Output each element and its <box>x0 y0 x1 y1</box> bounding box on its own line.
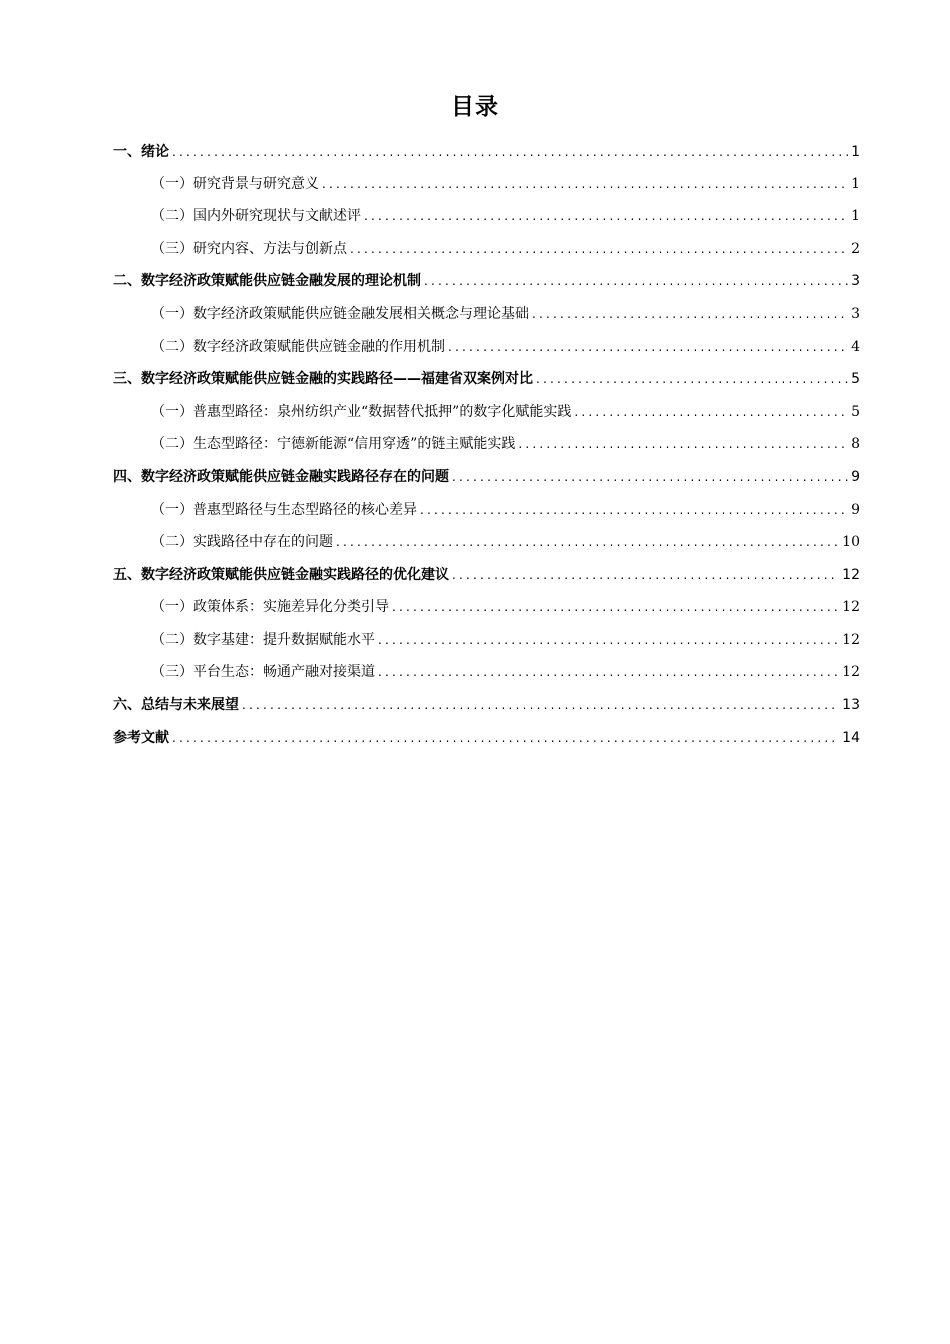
toc-entry-chapter-6[interactable] <box>113 692 860 718</box>
toc-entry-references[interactable] <box>113 725 860 751</box>
toc-entry-section-4-1[interactable] <box>151 497 860 523</box>
toc-entry-chapter-1[interactable] <box>113 139 860 165</box>
toc-entry-label: 五、数字经济政策赋能供应链金融实践路径的优化建议 <box>113 567 449 583</box>
toc-title: 目录 <box>451 94 499 120</box>
toc-entry-label: （三）平台生态：畅通产融对接渠道 <box>151 664 375 680</box>
toc-entry-label: 六、总结与未来展望 <box>113 697 239 713</box>
toc-entry-label: 二、数字经济政策赋能供应链金融发展的理论机制 <box>113 273 421 289</box>
dot-leader <box>518 431 848 457</box>
toc-entry-label: （一）政策体系：实施差异化分类引导 <box>151 599 389 615</box>
toc-page-number: 8 <box>851 436 860 452</box>
toc-entry-label: （二）国内外研究现状与文献述评 <box>151 208 361 224</box>
toc-entry-section-2-2[interactable] <box>151 334 860 360</box>
toc-page-number: 12 <box>842 664 860 680</box>
toc-entry-label: （一）研究背景与研究意义 <box>151 176 319 192</box>
toc-page-number: 5 <box>851 371 860 387</box>
toc-entry-section-1-1[interactable] <box>151 171 860 197</box>
toc-page-number: 3 <box>851 273 860 289</box>
toc-entry-chapter-4[interactable] <box>113 464 860 490</box>
toc-page-number: 4 <box>851 339 860 355</box>
toc-entry-label: 四、数字经济政策赋能供应链金融实践路径存在的问题 <box>113 469 449 485</box>
toc-page-number: 12 <box>842 632 860 648</box>
dot-leader <box>424 268 848 294</box>
dot-leader <box>448 334 848 360</box>
toc-page-number: 2 <box>851 241 860 257</box>
toc-entry-chapter-3[interactable] <box>113 366 860 392</box>
dot-leader <box>336 529 839 555</box>
toc-entry-section-1-2[interactable] <box>151 203 860 229</box>
dot-leader <box>532 301 848 327</box>
dot-leader <box>574 399 848 425</box>
dot-leader <box>172 139 848 165</box>
toc-entry-label: （二）数字基建：提升数据赋能水平 <box>151 632 375 648</box>
toc-page-number: 12 <box>842 599 860 615</box>
dot-leader <box>392 594 839 620</box>
toc-entry-label: （一）普惠型路径：泉州纺织产业“数据替代抵押”的数字化赋能实践 <box>151 404 572 420</box>
toc-page-number: 1 <box>851 208 860 224</box>
toc-entry-label: （一）普惠型路径与生态型路径的核心差异 <box>151 502 417 518</box>
dot-leader <box>242 692 839 718</box>
toc-entry-section-4-2[interactable] <box>151 529 860 555</box>
toc-page-number: 10 <box>842 534 860 550</box>
toc-page-number: 12 <box>842 567 860 583</box>
toc-entry-section-1-3[interactable] <box>151 236 860 262</box>
toc-entry-chapter-2[interactable] <box>113 268 860 294</box>
toc-entry-label: 一、绪论 <box>113 144 169 160</box>
toc-entry-label: 三、数字经济政策赋能供应链金融的实践路径——福建省双案例对比 <box>113 371 533 387</box>
toc-entry-label: （一）数字经济政策赋能供应链金融发展相关概念与理论基础 <box>151 306 529 322</box>
toc-entry-section-3-2[interactable] <box>151 431 860 457</box>
toc-page-number: 9 <box>851 469 860 485</box>
toc-page-number: 3 <box>851 306 860 322</box>
toc-entry-label: （三）研究内容、方法与创新点 <box>151 241 347 257</box>
dot-leader <box>172 725 839 751</box>
toc-page-number: 14 <box>842 730 860 746</box>
dot-leader <box>378 627 839 653</box>
dot-leader <box>452 464 848 490</box>
toc-entry-section-2-1[interactable] <box>151 301 860 327</box>
toc-page-number: 1 <box>851 144 860 160</box>
toc-entry-label: （二）数字经济政策赋能供应链金融的作用机制 <box>151 339 445 355</box>
toc-entry-section-5-3[interactable] <box>151 659 860 685</box>
dot-leader <box>322 171 848 197</box>
toc-entry-label: （二）实践路径中存在的问题 <box>151 534 333 550</box>
toc-page-number: 9 <box>851 502 860 518</box>
dot-leader <box>536 366 848 392</box>
toc-entry-label: 参考文献 <box>113 730 169 746</box>
dot-leader <box>364 203 848 229</box>
toc-entry-section-5-2[interactable] <box>151 627 860 653</box>
dot-leader <box>420 497 848 523</box>
toc-page-number: 13 <box>842 697 860 713</box>
toc-page-number: 1 <box>851 176 860 192</box>
dot-leader <box>452 562 839 588</box>
toc-entry-section-3-1[interactable] <box>151 399 860 425</box>
toc-entry-label: （二）生态型路径：宁德新能源“信用穿透”的链主赋能实践 <box>151 436 516 452</box>
toc-entry-section-5-1[interactable] <box>151 594 860 620</box>
toc-entry-chapter-5[interactable] <box>113 562 860 588</box>
dot-leader <box>378 659 839 685</box>
toc-page-number: 5 <box>851 404 860 420</box>
dot-leader <box>350 236 848 262</box>
